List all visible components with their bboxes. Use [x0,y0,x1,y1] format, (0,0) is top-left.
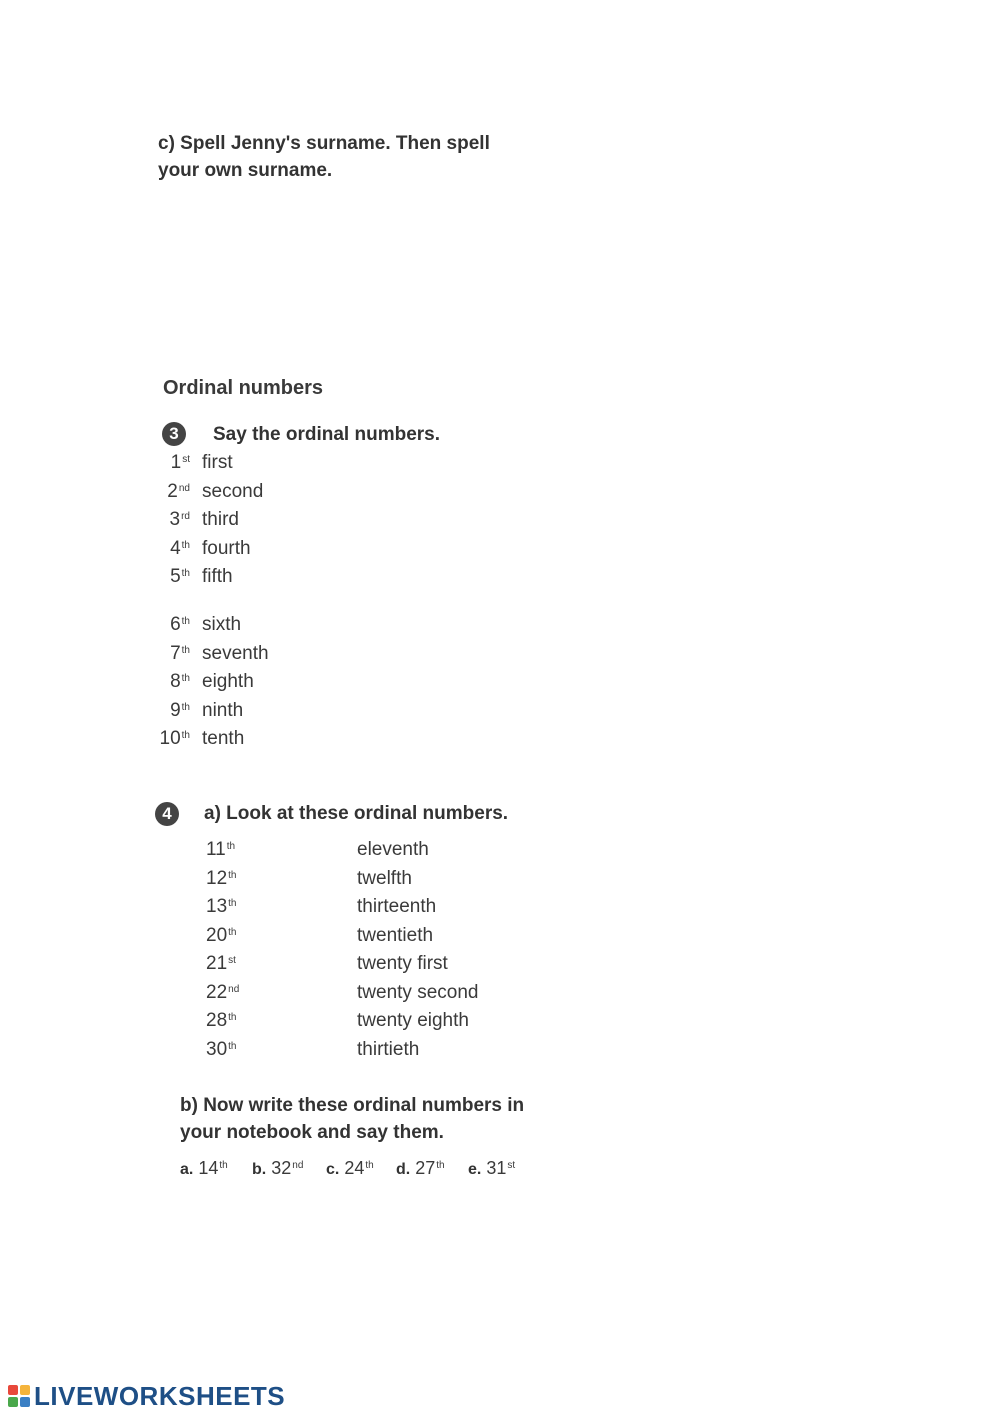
ordinal-digits: 28 [206,1010,228,1031]
ordinal-row [200,925,520,954]
ordinal-number [170,700,190,722]
ordinal-digits: 30 [206,1038,228,1060]
practice-item [468,1158,515,1179]
logo-square [20,1397,30,1407]
practice-number: 24 [344,1158,365,1178]
practice-letter: b. [252,1161,267,1178]
practice-letter: c. [326,1161,340,1178]
ordinal-suffix: th [181,539,190,551]
ordinal-word: thirteenth [357,896,437,917]
ordinal-suffix: th [181,701,190,713]
ordinal-row [150,566,350,595]
practice-item [252,1158,303,1179]
ordinal-row [150,728,350,757]
ordinal-row [150,481,350,510]
ordinal-number [171,452,190,474]
ordinal-suffix: st [182,454,190,465]
ordinal-number [170,671,190,693]
ordinal-digits: 21 [206,953,228,974]
practice-item [326,1158,374,1179]
ordinal-number [206,953,236,975]
ordinal-row [200,982,520,1011]
logo-square [8,1385,18,1395]
ordinal-list-11-to-30 [200,839,520,1067]
practice-suffix: th [219,1160,228,1171]
ordinal-suffix: th [181,616,190,627]
ordinal-suffix: th [228,1040,237,1052]
practice-suffix: nd [292,1160,304,1171]
ordinal-number [170,614,190,636]
ordinal-number [170,509,190,531]
ordinal-suffix: th [181,673,190,684]
ordinal-row [150,700,350,729]
ordinal-word: first [202,452,233,473]
ordinal-word: eleventh [357,839,429,860]
ordinal-suffix: rd [181,511,190,522]
ordinal-row [150,509,350,538]
practice-suffix: th [436,1160,445,1171]
practice-letter: e. [468,1161,482,1178]
ordinal-number [170,643,190,665]
ordinal-suffix: th [228,1012,237,1023]
ordinal-word: third [202,509,239,530]
ordinal-number [170,538,190,560]
exercise-4-instruction-a: a) Look at these ordinal numbers. [204,803,509,824]
ordinal-word: fourth [202,537,251,559]
ordinal-number [206,1010,236,1032]
ordinal-word: twenty eighth [357,1010,469,1031]
ordinal-digits: 12 [206,867,228,889]
ordinal-digits: 20 [206,924,228,946]
ordinal-number [160,728,190,750]
ordinal-row [200,896,520,925]
section-title: Ordinal numbers [163,377,324,399]
ordinal-suffix: th [226,841,236,852]
ordinal-digits: 3 [169,509,181,530]
ordinal-list-1-to-5 [150,452,350,595]
ordinal-word: fifth [202,566,233,587]
ordinal-digits: 6 [170,614,181,635]
ordinal-digits: 1 [170,452,182,473]
logo-square [8,1397,18,1407]
ordinal-digits: 5 [170,566,181,587]
ordinal-digits: 8 [170,671,181,692]
exercise-3-instruction: Say the ordinal numbers. [213,424,440,445]
ordinal-word: ninth [202,699,244,721]
ordinal-suffix: th [181,730,190,741]
ordinal-word: second [202,480,264,502]
ordinal-digits: 4 [170,537,181,559]
ordinal-digits: 22 [206,981,228,1003]
practice-number: 32 [271,1158,292,1178]
ordinal-word: thirtieth [357,1038,420,1060]
logo-text: LIVEWORKSHEETS [34,1380,286,1411]
practice-item [396,1158,445,1179]
ordinal-word: twelfth [357,867,412,889]
ordinal-row [200,1010,520,1039]
practice-letter: d. [396,1161,411,1178]
ordinal-suffix: st [228,955,236,966]
logo-mark-icon [8,1385,30,1407]
ordinal-row [150,538,350,567]
ordinal-suffix: th [228,898,237,909]
exercise-3-badge: 3 [162,422,186,446]
exercise-4-badge: 4 [155,802,179,826]
spell-question-line-1: c) Spell Jenny's surname. Then spell [158,133,490,154]
ordinal-number [206,839,235,861]
spell-question-line-2: your own surname. [158,160,333,181]
practice-suffix: th [365,1160,374,1171]
liveworksheets-logo [8,1381,285,1411]
ordinal-row [150,614,350,643]
ordinal-row [200,953,520,982]
ordinal-number [206,896,236,918]
ordinal-digits: 9 [170,699,181,721]
practice-number: 14 [198,1158,219,1178]
ordinal-suffix: nd [228,983,240,995]
ordinal-digits: 10 [159,728,181,749]
exercise-4-instruction-b-line-2: your notebook and say them. [180,1122,444,1143]
ordinal-row [200,839,520,868]
ordinal-word: eighth [202,671,254,692]
ordinal-number [206,1039,236,1061]
ordinal-suffix: th [181,644,190,656]
ordinal-row [200,1039,520,1068]
ordinal-number [206,982,239,1004]
practice-number: 31 [486,1158,507,1178]
ordinal-row [150,452,350,481]
practice-letter: a. [180,1161,194,1178]
exercise-4-instruction-b-line-1: b) Now write these ordinal numbers in [180,1095,525,1116]
ordinal-suffix: th [228,926,237,938]
practice-suffix: st [507,1160,516,1171]
ordinal-number [206,925,236,947]
practice-number: 27 [415,1158,436,1178]
ordinal-number [167,481,190,503]
ordinal-number [170,566,190,588]
ordinal-suffix: nd [178,482,190,494]
ordinal-suffix: th [181,568,190,579]
ordinal-word: sixth [202,614,242,635]
ordinal-digits: 2 [167,480,178,502]
exercise-4-practice-items [180,1158,540,1184]
ordinal-row [150,671,350,700]
ordinal-digits: 13 [206,896,228,917]
ordinal-list-6-to-10 [150,614,350,757]
ordinal-row [150,643,350,672]
ordinal-row [200,868,520,897]
ordinal-word: twenty first [357,953,448,974]
ordinal-word: tenth [202,728,245,749]
ordinal-number [206,868,236,890]
ordinal-digits: 11 [206,839,226,860]
ordinal-word: twentieth [357,924,434,946]
practice-item [180,1158,228,1179]
ordinal-word: seventh [202,642,269,664]
logo-square [20,1385,30,1395]
ordinal-suffix: th [228,869,237,881]
ordinal-digits: 7 [170,642,181,664]
ordinal-word: twenty second [357,981,479,1003]
